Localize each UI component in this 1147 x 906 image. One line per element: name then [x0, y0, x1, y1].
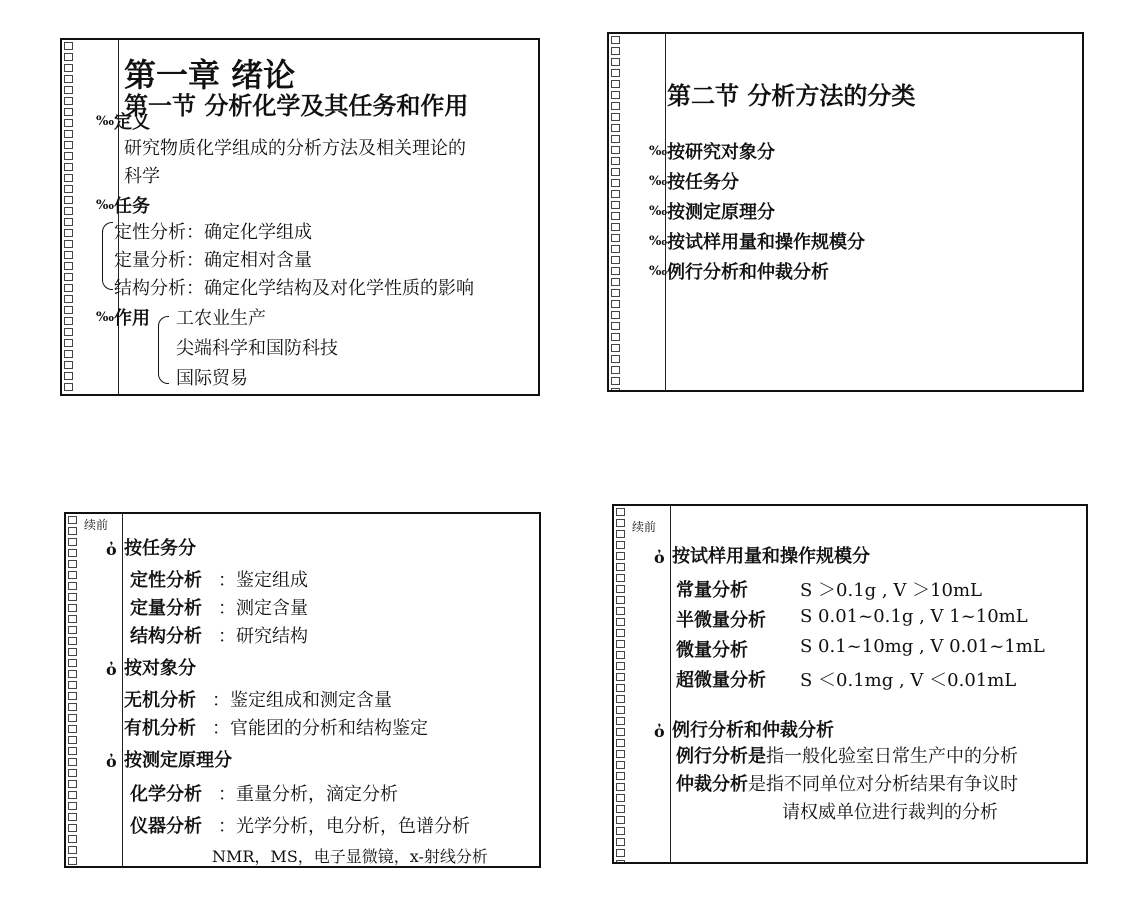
row-label: 化学分析	[130, 784, 202, 805]
edge-square	[64, 339, 73, 347]
bullet-symbol: ‰	[649, 264, 668, 279]
edge-square	[68, 604, 77, 612]
edge-square	[64, 383, 73, 391]
task-item: 定性分析：确定化学组成	[114, 222, 312, 243]
edge-square	[616, 651, 625, 659]
edge-square	[68, 582, 77, 590]
edge-square	[616, 519, 625, 527]
edge-square	[611, 69, 620, 77]
edge-square	[611, 377, 620, 385]
edge-square	[616, 662, 625, 670]
edge-square	[64, 86, 73, 94]
edge-square	[68, 758, 77, 766]
edge-square	[64, 295, 73, 303]
row-label: 仪器分析	[130, 816, 202, 837]
edge-square	[616, 816, 625, 824]
edge-square	[68, 747, 77, 755]
slide-4-edge-strip	[614, 506, 626, 862]
row-text: ：鉴定组成和测定含量	[212, 690, 392, 711]
scale-heading: 按试样用量和操作规模分	[672, 546, 870, 567]
classification-item: 按研究对象分	[667, 142, 775, 163]
edge-square	[68, 593, 77, 601]
task-label: 任务	[114, 196, 150, 217]
arbitration-line	[676, 770, 1018, 796]
row-text: ：研究结构	[218, 626, 308, 647]
edge-square	[616, 783, 625, 791]
bullet-symbol: ‰	[96, 114, 115, 129]
edge-square	[611, 300, 620, 308]
scale-label: 半微量分析	[676, 610, 766, 631]
edge-square	[64, 306, 73, 314]
scale-label: 微量分析	[676, 640, 748, 661]
edge-square	[64, 350, 73, 358]
edge-square	[616, 508, 625, 516]
edge-square	[68, 835, 77, 843]
edge-square	[611, 113, 620, 121]
edge-square	[611, 36, 620, 44]
chapter-title: 第一章 绪论	[124, 56, 296, 94]
edge-square	[611, 157, 620, 165]
edge-square	[64, 130, 73, 138]
classification-item: 例行分析和仲裁分析	[667, 262, 829, 283]
bullet-symbol: ὀ	[654, 722, 665, 741]
edge-square	[611, 135, 620, 143]
edge-square	[68, 527, 77, 535]
group-heading: 按任务分	[124, 538, 196, 559]
edge-square	[616, 629, 625, 637]
edge-square	[64, 273, 73, 281]
edge-square	[611, 333, 620, 341]
edge-square	[616, 860, 625, 862]
edge-square	[611, 234, 620, 242]
edge-square	[611, 223, 620, 231]
row-text: ：鉴定组成	[218, 570, 308, 591]
classification-item: 按任务分	[667, 172, 739, 193]
slide-4-divider	[670, 506, 671, 862]
task-brace	[102, 222, 113, 290]
definition-line-1: 研究物质化学组成的分析方法及相关理论的	[124, 138, 466, 159]
instrument-examples: NMR，MS，电子显微镜，x-射线分析	[212, 847, 488, 866]
classification-item: 按测定原理分	[667, 202, 775, 223]
routine-text: 指一般化验室日常生产中的分析	[766, 746, 1018, 767]
edge-square	[611, 366, 620, 374]
edge-square	[64, 163, 73, 171]
edge-square	[64, 174, 73, 182]
row-text: ：官能团的分析和结构鉴定	[212, 718, 428, 739]
edge-square	[616, 684, 625, 692]
edge-square	[616, 574, 625, 582]
edge-square	[64, 229, 73, 237]
slide-4	[612, 504, 1088, 864]
edge-square	[64, 196, 73, 204]
edge-square	[616, 794, 625, 802]
edge-square	[616, 827, 625, 835]
edge-square	[611, 201, 620, 209]
row-text: ：重量分析，滴定分析	[218, 784, 398, 805]
edge-square	[616, 673, 625, 681]
bullet-symbol: ‰	[96, 198, 115, 213]
scale-spec: S 0.1~10mg , V 0.01~1mL	[800, 636, 1045, 657]
edge-square	[64, 317, 73, 325]
edge-square	[611, 168, 620, 176]
task-item: 结构分析：确定化学结构及对化学性质的影响	[114, 278, 474, 299]
edge-square	[68, 703, 77, 711]
edge-square	[611, 146, 620, 154]
edge-square	[64, 251, 73, 259]
edge-square	[611, 267, 620, 275]
edge-square	[616, 640, 625, 648]
edge-square	[68, 692, 77, 700]
edge-square	[611, 212, 620, 220]
scale-label: 超微量分析	[676, 670, 766, 691]
edge-square	[616, 585, 625, 593]
edge-square	[68, 615, 77, 623]
bullet-symbol: ‰	[649, 234, 668, 249]
slide-3	[64, 512, 541, 868]
role-item: 工农业生产	[176, 308, 266, 329]
edge-square	[616, 596, 625, 604]
slide-3-divider	[122, 514, 123, 866]
routine-line	[676, 742, 1018, 768]
bullet-symbol: ‰	[649, 174, 668, 189]
edge-square	[611, 190, 620, 198]
edge-square	[611, 47, 620, 55]
edge-square	[68, 626, 77, 634]
section-title: 第一节 分析化学及其任务和作用	[124, 91, 469, 120]
row-label: 定量分析	[130, 598, 202, 619]
edge-square	[68, 813, 77, 821]
edge-square	[611, 245, 620, 253]
edge-square	[616, 838, 625, 846]
section-title: 第二节 分析方法的分类	[667, 81, 916, 110]
edge-square	[64, 141, 73, 149]
edge-square	[68, 648, 77, 656]
edge-square	[611, 388, 620, 390]
edge-square	[616, 607, 625, 615]
role-brace	[158, 316, 169, 384]
edge-square	[616, 739, 625, 747]
edge-square	[68, 714, 77, 722]
edge-square	[68, 538, 77, 546]
scale-spec: S 0.01~0.1g , V 1~10mL	[800, 606, 1028, 627]
edge-square	[64, 372, 73, 380]
scale-spec: S ＜0.1mg , V ＜0.01mL	[800, 670, 1017, 691]
group-heading: 按对象分	[124, 658, 196, 679]
definition-label: 定义	[114, 112, 150, 133]
row-text: ：测定含量	[218, 598, 308, 619]
role-label: 作用	[114, 308, 150, 329]
bullet-symbol: ὀ	[106, 540, 117, 559]
slide-2-edge-strip	[609, 34, 621, 390]
edge-square	[64, 218, 73, 226]
row-label: 结构分析	[130, 626, 202, 647]
arbitration-text: 是指不同单位对分析结果有争议时	[748, 774, 1018, 795]
edge-square	[68, 824, 77, 832]
edge-square	[68, 681, 77, 689]
edge-square	[68, 725, 77, 733]
bullet-symbol: ‰	[649, 144, 668, 159]
row-label: 定性分析	[130, 570, 202, 591]
bullet-symbol: ὀ	[106, 660, 117, 679]
bullet-symbol: ‰	[649, 204, 668, 219]
slide-2	[607, 32, 1084, 392]
edge-square	[64, 284, 73, 292]
edge-square	[611, 102, 620, 110]
arbitration-line-2: 请权威单位进行裁判的分析	[782, 802, 998, 823]
edge-square	[616, 728, 625, 736]
edge-square	[611, 355, 620, 363]
edge-square	[68, 571, 77, 579]
edge-square	[64, 240, 73, 248]
edge-square	[64, 119, 73, 127]
edge-square	[616, 717, 625, 725]
edge-square	[611, 80, 620, 88]
edge-square	[64, 53, 73, 61]
edge-square	[64, 97, 73, 105]
edge-square	[64, 361, 73, 369]
row-label: 有机分析	[124, 718, 196, 739]
slide-3-edge-strip	[66, 514, 78, 866]
edge-square	[616, 552, 625, 560]
edge-square	[68, 736, 77, 744]
edge-square	[64, 75, 73, 83]
edge-square	[611, 322, 620, 330]
edge-square	[611, 289, 620, 297]
edge-square	[616, 849, 625, 857]
role-item: 尖端科学和国防科技	[176, 338, 338, 359]
edge-square	[68, 659, 77, 667]
edge-square	[616, 541, 625, 549]
edge-square	[611, 91, 620, 99]
classification-item: 按试样用量和操作规模分	[667, 232, 865, 253]
edge-square	[611, 278, 620, 286]
edge-square	[616, 706, 625, 714]
edge-square	[616, 761, 625, 769]
edge-square	[64, 328, 73, 336]
edge-square	[68, 516, 77, 524]
edge-square	[68, 549, 77, 557]
edge-square	[68, 780, 77, 788]
edge-square	[68, 857, 77, 865]
bullet-symbol: ὀ	[654, 548, 665, 567]
row-text: ：光学分析，电分析，色谱分析	[218, 816, 470, 837]
edge-square	[64, 64, 73, 72]
routine-label: 例行分析是	[676, 746, 766, 767]
edge-square	[68, 791, 77, 799]
continued-label: 续前	[632, 520, 657, 534]
scale-spec: S ＞0.1g , V ＞10mL	[800, 580, 983, 601]
edge-square	[64, 262, 73, 270]
edge-square	[64, 152, 73, 160]
continued-label: 续前	[84, 518, 109, 532]
slide-1	[60, 38, 540, 396]
edge-square	[64, 185, 73, 193]
group-heading: 按测定原理分	[124, 750, 232, 771]
edge-square	[611, 256, 620, 264]
row-label: 无机分析	[124, 690, 196, 711]
edge-square	[68, 769, 77, 777]
edge-square	[68, 802, 77, 810]
role-item: 国际贸易	[176, 368, 248, 389]
arbitration-label: 仲裁分析	[676, 774, 748, 795]
edge-square	[64, 207, 73, 215]
edge-square	[616, 805, 625, 813]
edge-square	[64, 108, 73, 116]
edge-square	[611, 311, 620, 319]
task-item: 定量分析：确定相对含量	[114, 250, 312, 271]
definition-line-2: 科学	[124, 166, 160, 187]
edge-square	[64, 42, 73, 50]
edge-square	[611, 344, 620, 352]
edge-square	[611, 124, 620, 132]
edge-square	[611, 179, 620, 187]
routine-heading: 例行分析和仲裁分析	[672, 720, 834, 741]
edge-square	[68, 560, 77, 568]
bullet-symbol: ὀ	[106, 752, 117, 771]
edge-square	[611, 58, 620, 66]
edge-square	[616, 530, 625, 538]
edge-square	[68, 637, 77, 645]
bullet-symbol: ‰	[96, 310, 115, 325]
edge-square	[616, 695, 625, 703]
edge-square	[616, 750, 625, 758]
edge-square	[616, 563, 625, 571]
edge-square	[616, 772, 625, 780]
edge-square	[68, 846, 77, 854]
scale-label: 常量分析	[676, 580, 748, 601]
edge-square	[68, 670, 77, 678]
slide-1-edge-strip	[62, 40, 74, 394]
edge-square	[616, 618, 625, 626]
